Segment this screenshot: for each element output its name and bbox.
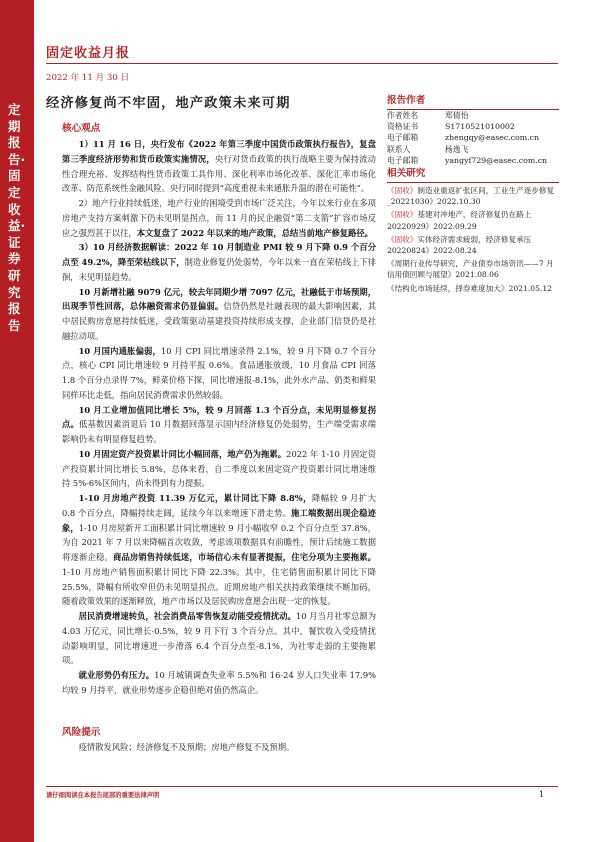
author-field-value: 郑倩怡 xyxy=(445,111,469,120)
report-headline: 经济修复尚不牢固，地产政策未来可期 xyxy=(46,96,291,111)
report-date: 2022 年 11 月 30 日 xyxy=(46,73,130,83)
paragraph-highlight: 3）10 月经济数据解读：2022 年 10 月制造业 PMI 较 9 月下降 0.9 个百分点至 49.2%，降至荣枯线以下， xyxy=(62,242,376,267)
paragraph-highlight: 10 月新增社融 9079 亿元，较去年同期少增 7097 亿元，社融低于市场预期，出现季节性回落，总体融资需求仍显偏弱。 xyxy=(62,286,376,312)
related-report-title: 《结构化市场延续，择券难度加大》2021.05.12 xyxy=(387,283,552,293)
paragraph-text: 1-10 月房地产销售面积累计同比下降 22.3%。其中，住宅销售面积累计同比下降 25.5%，降幅有所收窄但仍未见明显拐点。近期房地产相关扶持政策继续不断加码，随着政策效果的逐渐释放，地产市场以及居民购房意愿会出现一定的恢复。 xyxy=(62,566,376,607)
related-report-tag: 《固收》 xyxy=(387,186,418,195)
paragraph-text: 低基数因素消退后 10 月数据回落显示国内经济修复仍处弱势，生产端受需求端影响仍未有明显修复趋势。 xyxy=(62,419,376,444)
paragraph-highlight: 本文复盘了 2022 年以来的地产政策，总结当前地产修复路径。 xyxy=(136,227,373,238)
core-views-body xyxy=(62,137,376,698)
author-field-value[interactable]: zhengqy@easec.com.cn xyxy=(445,133,539,143)
author-field-label: 电子邮箱 xyxy=(387,133,419,143)
body-paragraph xyxy=(62,196,376,240)
author-field-value: S1710521010002 xyxy=(445,122,515,132)
related-report-tag: 《固收》 xyxy=(387,210,418,220)
paragraph-highlight: 商品房销售持续低迷，市场信心未有显著提振，住宅分项为主要拖累。 xyxy=(112,552,376,562)
paragraph-highlight: 1-10 月房地产投资 11.39 万亿元，累计同比下降 8.8%， xyxy=(78,493,312,503)
page-number: 1 xyxy=(539,790,545,799)
author-field-value[interactable]: yangyf729@easec.com.cn xyxy=(445,155,548,165)
related-report-link[interactable] xyxy=(387,185,559,207)
related-report-title: 实体经济需求疲弱，经济修复承压 20220824》2022.08.24 xyxy=(387,234,532,256)
disclaimer-link[interactable]: 请仔细阅读在本报告尾部的重要法律声明 xyxy=(46,792,160,799)
body-paragraph xyxy=(62,491,376,609)
paragraph-text: 信贷仍然是社融表现的最大影响因素，其中居民购房意愿持续低迷，受政策驱动基建投资持续形成支撑，企业部门信贷仍是社融拉动项。 xyxy=(62,301,376,341)
paragraph-highlight: 10 月固定资产投资累计同比小幅回落，地产仍为拖累。 xyxy=(78,448,287,459)
related-report-title: 《周期行业传导研究，产业债券市场资讯——7 月信用债回顾与展望》2021.08.06 xyxy=(387,259,554,280)
header-divider xyxy=(46,63,558,64)
related-report-link[interactable] xyxy=(387,234,559,256)
related-report-title: 制造业重返扩张区间，工业生产逐步修复_20221030》2022.10.30 xyxy=(387,186,555,207)
paragraph-text: 降幅较 9 月扩大 0.8 个百分点，降幅持续走阔，延续今年以来增速下滑走势。 xyxy=(62,493,376,518)
author-row xyxy=(387,121,559,132)
body-paragraph xyxy=(62,668,376,698)
related-report-link[interactable] xyxy=(387,283,559,294)
risk-text: 疫情散发风险；经济修复不及预期；房地产修复不及预期。 xyxy=(78,742,295,752)
paragraph-text: 1-10 月房屋新开工面积累计同比增速较 9 月小幅收窄 0.2 个百分点至 37.8%，为自 2021 年 7 月以来降幅首次收敛，考虑该项数据具有前瞻性，预计后续施工数据将逐渐企稳。 xyxy=(62,522,376,562)
author-row xyxy=(387,144,559,155)
body-paragraph xyxy=(62,344,376,403)
body-paragraph xyxy=(62,403,376,447)
related-divider xyxy=(387,182,559,183)
paragraph-highlight: 施工端数据出现企稳迹象， xyxy=(62,507,376,533)
body-paragraph xyxy=(62,137,376,196)
paragraph-text: 2022 年 1-10 月固定资产投资累计同比增长 5.8%，总体来看，自二季度以来固定资产投资累计同比增速维持 5%-6%区间内，尚未得到有力提振。 xyxy=(62,448,376,489)
author-row xyxy=(387,132,559,143)
related-report-title: 基建对冲地产，经济修复仍在路上 20220929》2022.09.29 xyxy=(387,210,532,231)
related-heading: 相关研究 xyxy=(387,168,426,179)
body-paragraph xyxy=(62,447,376,491)
paragraph-text: 2）地产行业持续低迷，地产行业的困境受到市场广泛关注，今年以来行业在多项房地产支持方案刺激下仍未见明显拐点，而 11 月的民企融资“第二支箭”扩容市场反应之强烈甚于以往， xyxy=(62,198,376,238)
body-paragraph xyxy=(62,285,376,344)
paragraph-highlight: 10 月国内通胀偏弱， xyxy=(78,345,162,356)
author-field-label: 电子邮箱 xyxy=(387,155,419,165)
related-report-link[interactable] xyxy=(387,258,559,280)
report-type-title: 固定收益月报 xyxy=(46,46,131,61)
paragraph-text: 10 月当月社零总额为 4.03 万亿元，同比增长-0.5%，较 9 月下行 3 个百分点。其中，餐饮收入受疫情扰动影响明显，同比增速进一步滑落 6.4 个百分点至-8.1%，为社零走弱的主要拖累项。 xyxy=(62,611,376,666)
paragraph-highlight: 居民消费增速转负，社会消费品零售恢复动能受疫情扰动。 xyxy=(78,611,296,621)
risk-heading: 风险提示 xyxy=(62,727,101,738)
authors-box xyxy=(387,92,559,166)
paragraph-highlight: 1）11 月 16 日，央行发布《2022 年第三季度中国货币政策执行报告》，复盘第三季度经济形势和货币政策实施情况， xyxy=(62,139,376,164)
paragraph-text: 央行对货币政策的执行战略主要为保持流动性合理充裕、发挥结构性货币政策工具作用、深化利率市场化改革、深化汇率市场化改革、防范系统性金融风险。央行同时提到“高度重视未来通胀升温的潜在可能性”。 xyxy=(62,153,376,194)
author-field-label: 作者姓名 xyxy=(387,111,419,120)
core-views-heading: 核心观点 xyxy=(62,123,101,134)
related-report-link[interactable] xyxy=(387,209,559,231)
body-paragraph xyxy=(62,609,376,668)
body-paragraph xyxy=(62,240,376,284)
paragraph-highlight: 10 月工业增加值同比增长 5%，较 9 月回落 1.3 个百分点，未见明显修复拐点。 xyxy=(62,404,376,430)
sidebar-band xyxy=(0,0,34,842)
author-field-label: 资格证书 xyxy=(387,122,419,132)
authors-heading: 报告作者 xyxy=(387,95,426,106)
paragraph-text: 制造业修复仍处弱势，今年以来一直在荣枯线上下徘徊，未见明显趋势。 xyxy=(62,257,376,282)
paragraph-text: 10 月城镇调查失业率 5.5%和 16-24 岁人口失业率 17.9%均较 9 月持平，就业形势逐步企稳但绝对值仍然高企。 xyxy=(62,670,376,695)
author-field-value: 杨逸飞 xyxy=(445,144,469,154)
author-list xyxy=(387,110,559,166)
paragraph-highlight: 就业形势仍有压力。 xyxy=(78,670,155,680)
related-report-tag: 《固收》 xyxy=(387,234,418,244)
report-category: 定期报告·固定收益·证券研究报告 xyxy=(8,102,26,333)
paragraph-text: 10 月 CPI 同比增速录得 2.1%，较 9 月下降 0.7 个百分点，核心 CPI 同比增速较 9 月持平报 0.6%。食品通胀放缓，10 月食品 CPI 回落 1.8 个百分点录得 7%，鲜菜价格下探，同比增速报-8.1%，此外水产品、奶类和鲜果同样环比走低，指向居民消费需求仍然较弱。 xyxy=(62,345,376,400)
author-field-label: 联系人 xyxy=(387,144,411,154)
author-row xyxy=(387,110,559,121)
related-list xyxy=(387,185,559,294)
footer-divider xyxy=(46,786,558,787)
related-box xyxy=(387,165,559,294)
